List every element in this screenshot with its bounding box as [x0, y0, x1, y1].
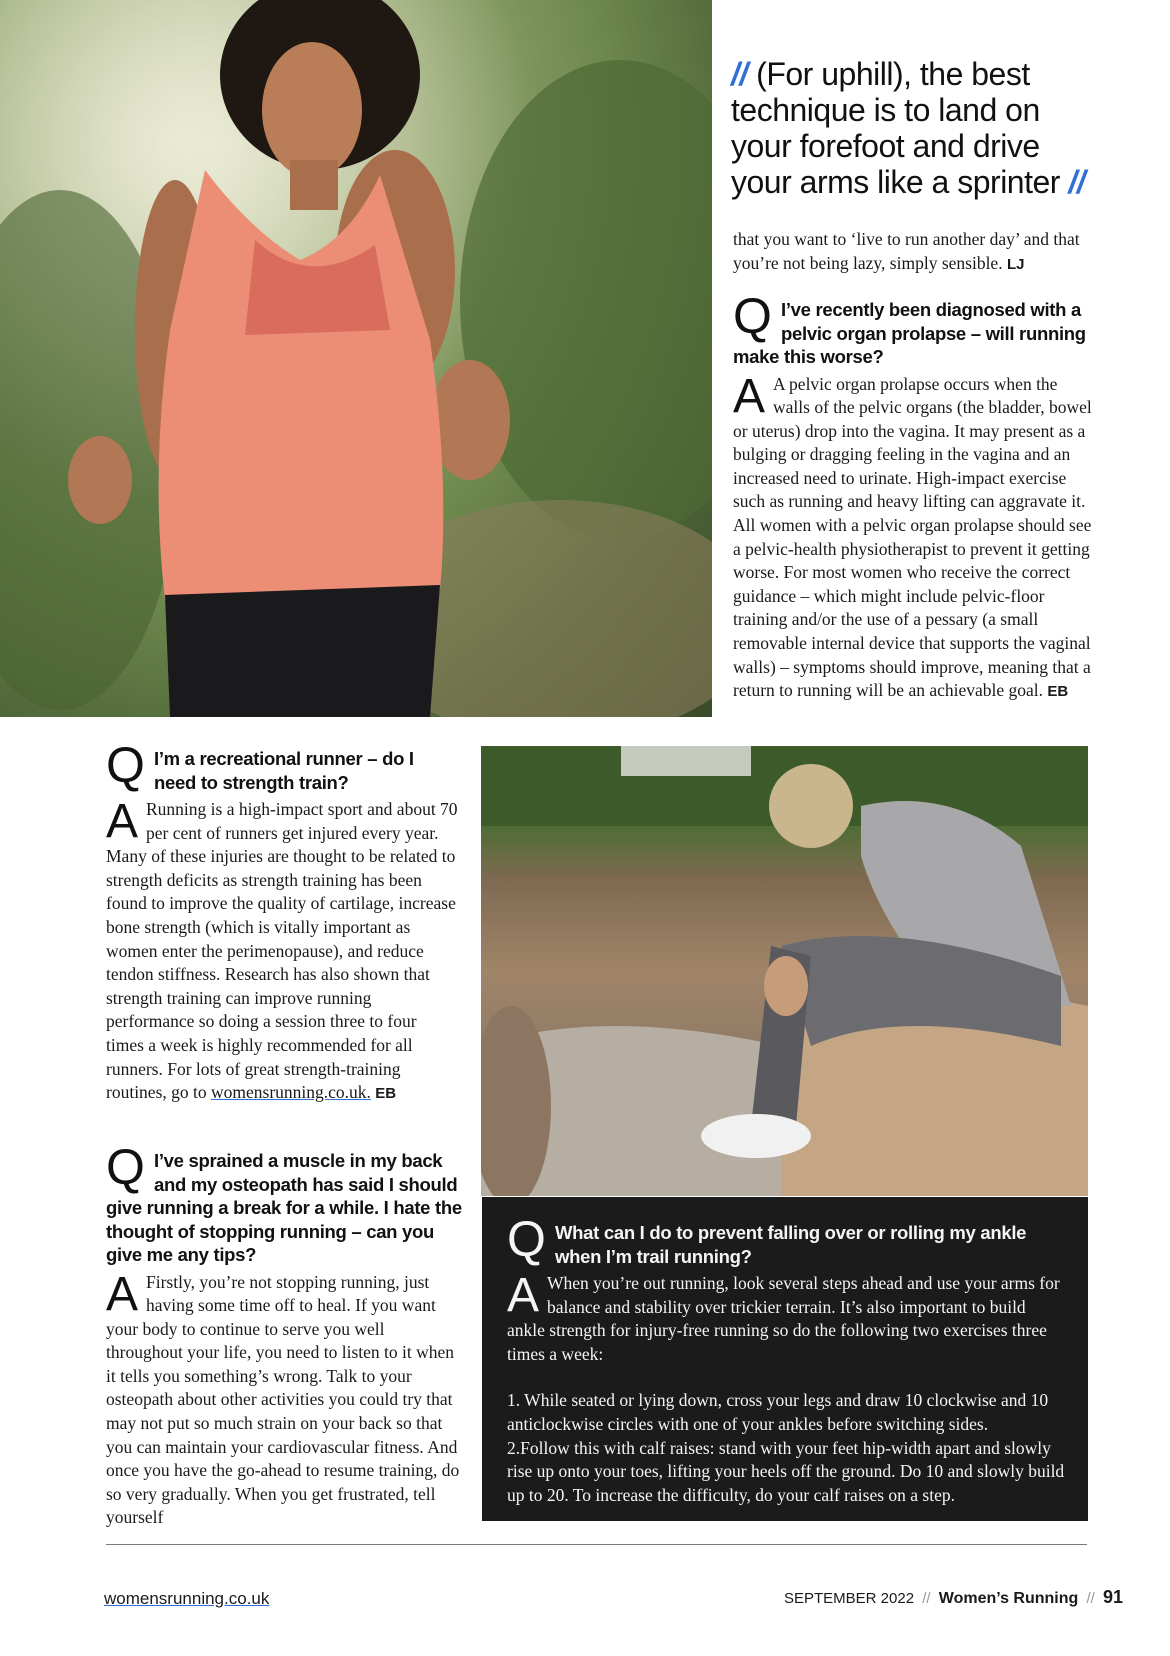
q-letter: Q [733, 288, 772, 344]
previous-answer-text: that you want to ‘live to run another day’ and that you’re not being lazy, simply sensible. [733, 229, 1080, 273]
footer-separator: // [922, 1590, 931, 1607]
answer-text: Running is a high-impact sport and about 70 per cent of runners get injured every year. Many of these injuries are thought to be related to strength deficits as strength training has been found to improve the quality of cartilage, increase bone strength (which is vitally important as women enter the perimenopause), and reduce tendon stiffness. Research has also shown that strength training can improve running performance so doing a session three to four times a week is highly recommended for all runners. For lots of great strength-training routines, go to [106, 799, 458, 1103]
answer-ankle [507, 1269, 1067, 1366]
pull-quote [731, 56, 1091, 200]
question-strength [106, 737, 458, 794]
footer-issue-info [784, 1587, 1124, 1608]
a-letter: A [733, 369, 766, 423]
a-letter: A [106, 1267, 139, 1321]
answer-text: A pelvic organ prolapse occurs when the walls of the pelvic organs (the bladder, bowel or uterus) drop into the vagina. It may present as a bulging or dragging feeling in the vagina and an increased need to urinate. High-impact exercise such as running and heavy lifting can aggravate it. All women with a pelvic organ prolapse should see a pelvic-health physiotherapist to prevent it getting worse. For most women who receive the correct guidance – which might include pelvic-floor training and/or the use of a pessary (a small removable internal device that supports the vaginal walls) – symptoms should improve, meaning that a return to running will be an achievable goal. [733, 373, 1092, 701]
exercise-step-2: 2.Follow this with calf raises: stand with your feet hip-width apart and slowly rise up onto your toes, lifting your heels off the ground. Do 10 and slowly build up to 20. To increase the difficulty, do your calf raises on a step. [507, 1437, 1065, 1505]
website-link[interactable]: womensrunning.co.uk. [211, 1082, 371, 1103]
ankle-illustration [481, 746, 1088, 1196]
answer-back [106, 1267, 462, 1531]
question-ankle [507, 1211, 1067, 1268]
question-prolapse [733, 288, 1095, 369]
pull-quote-text: (For uphill), the best technique is to land on your forefoot and drive your arms like a sprinter [731, 56, 1069, 200]
previous-answer-ending [733, 228, 1093, 276]
question-text: I’ve sprained a muscle in my back and my osteopath has said I should give running a break for a while. I hate the thought of stopping running – can you give me any tips? [106, 1150, 462, 1265]
issue-date: SEPTEMBER 2022 [784, 1590, 915, 1607]
answer-text: When you’re out running, look several steps ahead and use your arms for balance and stability over trickier terrain. It’s also important to build ankle strength for injury-free running so do the following two exercises three times a week: [507, 1273, 1060, 1364]
q-letter: Q [106, 1139, 145, 1195]
ankle-tips-box [482, 1197, 1088, 1521]
qa-back [106, 1139, 462, 1530]
q-letter: Q [507, 1211, 546, 1267]
question-text: I’ve recently been diagnosed with a pelvic organ prolapse – will running make this worse? [733, 299, 1086, 367]
qa-ankle [507, 1211, 1067, 1507]
qa-prolapse [733, 288, 1095, 704]
footer-website-link[interactable]: womensrunning.co.uk [104, 1589, 270, 1608]
answer-prolapse [733, 369, 1095, 704]
a-letter: A [106, 795, 139, 848]
footer-divider [106, 1544, 1087, 1545]
runner-illustration [0, 0, 712, 717]
qa-strength [106, 737, 458, 1106]
pull-quote-close-mark: // [1068, 164, 1086, 200]
a-letter: A [507, 1269, 540, 1322]
page-number: 91 [1102, 1587, 1124, 1607]
author-initials: EB [375, 1085, 397, 1103]
author-initials: EB [1047, 683, 1069, 701]
magazine-name: Women’s Running [938, 1590, 1079, 1607]
q-letter: Q [106, 737, 145, 793]
ankle-photo [481, 746, 1088, 1196]
question-back [106, 1139, 462, 1267]
question-text: What can I do to prevent falling over or rolling my ankle when I’m trail running? [555, 1222, 1027, 1267]
runner-photo [0, 0, 712, 717]
answer-text: Firstly, you’re not stopping running, just having some time off to heal. If you want your body to continue to serve you well throughout your life, you need to listen to it when it tells you something’s wrong. Talk to your osteopath about other activities you could try that may not put so much strain on your back so that you can maintain your cardiovascular fitness. And once you have the go-ahead to resume training, do so very gradually. When you get frustrated, tell yourself [106, 1271, 460, 1528]
footer-separator-2: // [1086, 1590, 1095, 1607]
pull-quote-open-mark: // [731, 56, 748, 92]
answer-strength [106, 795, 458, 1106]
author-initials: LJ [1006, 255, 1025, 273]
question-text: I’m a recreational runner – do I need to strength train? [154, 748, 414, 793]
exercise-step-1: 1. While seated or lying down, cross your legs and draw 10 clockwise and 10 anticlockwise circles with one of your ankles before switching sides. [507, 1390, 1049, 1434]
